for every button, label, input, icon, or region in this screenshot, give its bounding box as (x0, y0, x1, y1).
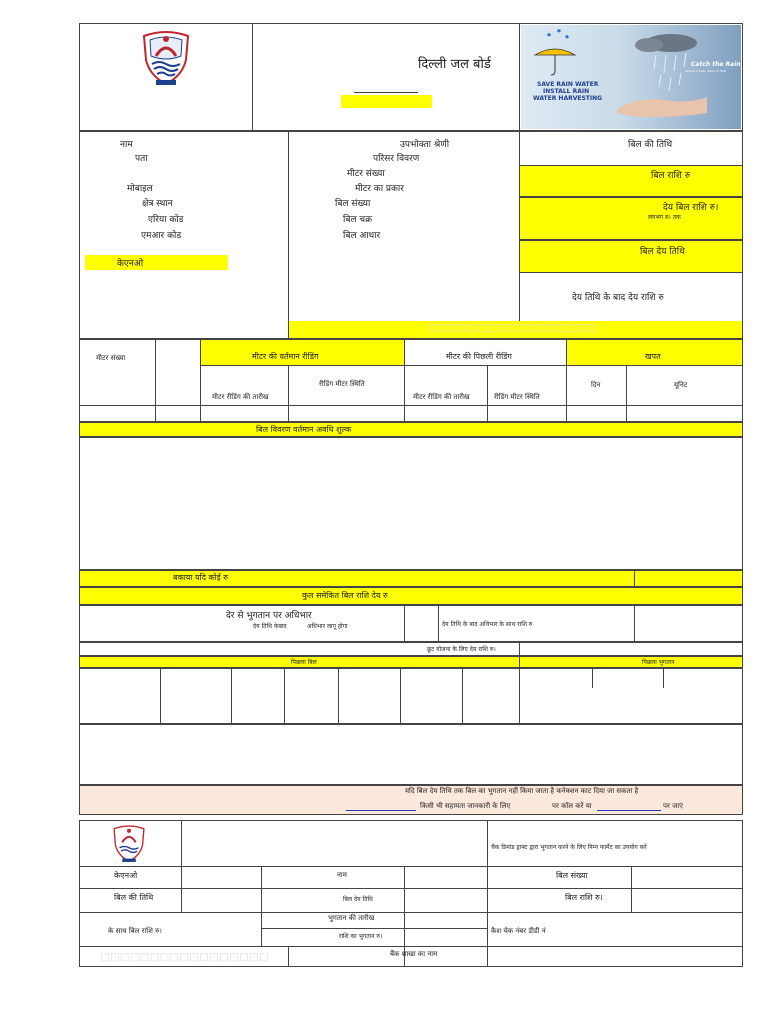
banner-line2: INSTALL RAIN (543, 88, 590, 95)
helpline-blank (346, 810, 416, 811)
placeholder-boxes: □□□□□□□□□□□□□□□□□ (428, 323, 598, 334)
charges-body (79, 437, 743, 570)
rebate-label: छूट योजना के लिए देय राशि रु। (427, 646, 496, 653)
slip-name-label: नाम (337, 871, 347, 879)
days-header: दिन (591, 381, 601, 389)
cheque-no-label: कैश चेक नंबर डीडी नं (491, 927, 546, 935)
website-blank (597, 810, 661, 811)
arrears-label: बकाया यदि कोई रु (173, 573, 229, 582)
notice-line2b: पर कॉल करें या (552, 802, 592, 810)
total-row (79, 587, 743, 605)
consumer-category-label: उपभोक्ता श्रेणी (400, 140, 450, 150)
bill-amount-label: बिल राशि रु (651, 171, 691, 181)
current-reading-date: मीटर रीडिंग की तारीख (212, 393, 269, 401)
previous-reading-status: रीडिंग मीटर स्थिति (494, 393, 540, 401)
slip-bill-amount-label: बिल राशि रु। (565, 893, 603, 902)
cheque-note: चैक डिमांड ड्राफ्ट द्वारा भुगतान करने के लिए निम्न फार्मेट का उपयोग करें (491, 844, 647, 851)
bill-date-label: बिल की तिथि (628, 140, 673, 150)
notice-line2a: किसी भी सहायता जानकारी के लिए (420, 802, 511, 810)
slip-bill-no-label: बिल संख्या (556, 871, 588, 880)
bill-basis-label: बिल आधार (343, 231, 381, 241)
late-sub-surcharge: अधिभार लागू होगा (307, 623, 348, 630)
prev-payment-label: पिछला भुगतान (642, 659, 675, 666)
bill-amount-field (519, 165, 743, 197)
customer-mrcode-label: एमआर कोड (141, 231, 182, 241)
prev-bill-label: पिछला बिल (291, 659, 317, 666)
amount-paid-label: राशि का भुगतान रु। (339, 933, 383, 940)
current-reading-header: मीटर की वर्तमान रीडिंग (252, 352, 319, 361)
late-payment-label: देर से भुगतान पर अधिभार (226, 611, 312, 621)
charges-header-label: बिल विवरण वर्तमान अवधि शुल्क (256, 425, 352, 434)
bill-cycle-label: बिल चक्र (343, 215, 373, 225)
charges-header (79, 422, 743, 437)
with-bill-amount-label: के साथ बिल राशि रु। (108, 927, 162, 935)
due-date-label: बिल देय तिथि (640, 247, 685, 257)
current-reading-status: रीडिंग मीटर स्थिति (319, 380, 365, 388)
bill-number-label: बिल संख्या (335, 199, 371, 209)
customer-areacode-label: एरिया कोड (148, 215, 184, 225)
banner-line3: WATER HARVESTING (533, 95, 603, 102)
payment-date-label: भुगतान की तारीख (328, 914, 375, 922)
banner-catch: Catch the Rain (691, 61, 741, 68)
previous-reading-date: मीटर रीडिंग की तारीख (413, 393, 470, 401)
notice-line1: यदि बिल देय तिथि तक बिल का भुगतान नहीं किया जाता है कनेक्शन काट दिया जा सकता है (405, 787, 639, 795)
bank-branch-label: बैंक शाखा का नाम (390, 950, 438, 958)
djb-logo (138, 26, 194, 88)
banner-catch-sub: Where it Falls, When it Falls (685, 69, 727, 73)
customer-area-label: क्षेत्र स्थान (142, 199, 173, 209)
org-name: दिल्ली जल बोर्ड (418, 57, 491, 72)
meter-number-label: मीटर संख्या (347, 169, 385, 179)
payable-amount-label: देय बिल राशि रु। (663, 203, 719, 213)
previous-reading-header: मीटर की पिछली रीडिंग (446, 352, 512, 361)
slip-kno-label: केएनओ (114, 871, 138, 880)
total-label: कुल समेकित बिल राशि देय रु (302, 591, 388, 600)
late-sub-due: देय तिथि केबाद (253, 623, 287, 630)
after-due-surcharge-label: देय तिथि के बाद अधिभार के साथ राशि रु (442, 621, 533, 628)
after-due-label: देय तिथि के बाद देय राशि रु (572, 293, 664, 303)
customer-mobile-label: मोबाइल (127, 184, 153, 194)
highlight-field (341, 95, 432, 108)
meter-no-header: मीटर संख्या (96, 354, 126, 362)
customer-address-label: पता (135, 154, 148, 164)
rebate-row (79, 642, 743, 656)
approx-label: लगभग रु। तक (648, 214, 681, 221)
history-body (79, 668, 743, 724)
premise-detail-label: परिसर विवरण (373, 154, 420, 164)
units-header: यूनिट (674, 381, 688, 389)
slip-bill-date-label: बिल की तिथि (114, 893, 154, 902)
late-row (79, 605, 743, 642)
slip-due-date-label: बिल देय तिथि (343, 896, 373, 903)
due-date-field (519, 240, 743, 273)
customer-name-label: नाम (120, 140, 133, 150)
banner-line1: SAVE RAIN WATER (537, 81, 599, 88)
meter-type-label: मीटर का प्रकार (355, 184, 404, 194)
consumption-header: खपत (645, 352, 661, 361)
kno-label: केएनओ (117, 259, 144, 269)
slip-djb-logo (106, 822, 152, 864)
kno-field (85, 255, 228, 270)
org-underline (354, 92, 418, 93)
rain-water-banner (521, 25, 741, 129)
slip-placeholder-boxes: □□□□□□□□□□□□□□□□□ (100, 952, 270, 963)
blank-section (79, 724, 743, 785)
notice-line2c: पर जाएं (663, 802, 683, 810)
